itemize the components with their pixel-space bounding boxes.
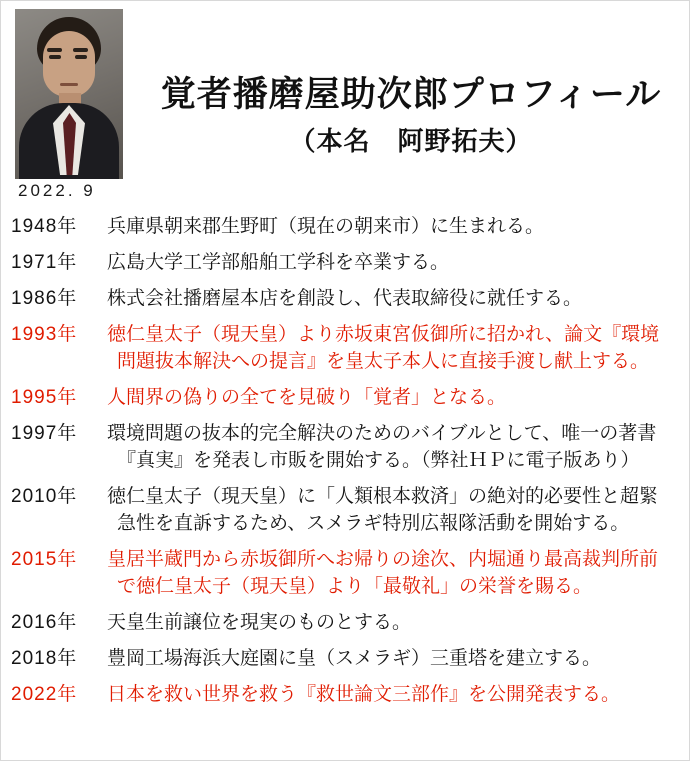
- title-block: [141, 75, 681, 158]
- timeline-description: [107, 681, 679, 708]
- portrait-face: [43, 31, 95, 97]
- portrait-mouth: [60, 83, 78, 86]
- timeline-year: 1948年: [11, 216, 78, 237]
- timeline-description: [107, 645, 679, 672]
- timeline-year: 2010年: [11, 486, 78, 507]
- timeline-year: 1993年: [11, 324, 78, 345]
- timeline-year: 1997年: [11, 423, 78, 444]
- timeline-description-line: 環境問題の抜本的完全解決のためのバイブルとして、唯一の著書: [107, 423, 657, 444]
- timeline-row: [1, 681, 690, 708]
- timeline-row: [1, 321, 690, 375]
- timeline-description: [107, 384, 679, 411]
- timeline-year: 1971年: [11, 252, 78, 273]
- timeline-description: [107, 546, 679, 600]
- timeline-description-line: 皇居半蔵門から赤坂御所へお帰りの途次、内堀通り最高裁判所前: [107, 549, 659, 570]
- timeline-description-line: 広島大学工学部船舶工学科を卒業する。: [107, 252, 450, 273]
- timeline-description-line: 問題抜本解決への提言』を皇太子本人に直接手渡し献上する。: [117, 351, 650, 372]
- timeline-description-line: 徳仁皇太子（現天皇）より赤坂東宮仮御所に招かれ、論文『環境: [107, 324, 660, 345]
- portrait-eyebrow-right: [73, 48, 88, 52]
- timeline-row: [1, 420, 690, 474]
- timeline-description-line: 徳仁皇太子（現天皇）に「人類根本救済」の絶対的必要性と超緊: [107, 486, 659, 507]
- page-subtitle: （本名 阿野拓夫）: [289, 126, 533, 157]
- timeline-year: 2016年: [11, 612, 78, 633]
- portrait-image: [15, 9, 123, 179]
- timeline-list: [1, 213, 690, 717]
- timeline-row: [1, 249, 690, 276]
- timeline-description: [107, 483, 679, 537]
- timeline-row: [1, 483, 690, 537]
- portrait-photo: [15, 9, 123, 179]
- timeline-row: [1, 609, 690, 636]
- timeline-description: [107, 609, 679, 636]
- timeline-year: 1995年: [11, 387, 78, 408]
- timeline-description-line: 人間界の偽りの全てを見破り「覚者」となる。: [107, 387, 507, 408]
- timeline-description-line: 天皇生前譲位を現実のものとする。: [107, 612, 412, 633]
- portrait-eyebrow-left: [47, 48, 62, 52]
- timeline-year: 2018年: [11, 648, 78, 669]
- timeline-description: [107, 285, 679, 312]
- timeline-row: [1, 213, 690, 240]
- timeline-description: [107, 213, 679, 240]
- timeline-row: [1, 285, 690, 312]
- timeline-description-line: 急性を直訴するため、スメラギ特別広報隊活動を開始する。: [117, 513, 630, 534]
- timeline-year: 1986年: [11, 288, 78, 309]
- timeline-description-line: 『真実』を発表し市販を開始する。（弊社ＨＰに電子版あり）: [117, 450, 640, 471]
- timeline-year: 2015年: [11, 549, 78, 570]
- timeline-row: [1, 384, 690, 411]
- portrait-eye-left: [49, 55, 61, 59]
- timeline-description-line: で徳仁皇太子（現天皇）より「最敬礼」の栄誉を賜る。: [117, 576, 593, 597]
- timeline-description-line: 株式会社播磨屋本店を創設し、代表取締役に就任する。: [107, 288, 583, 309]
- page-header: [1, 1, 689, 201]
- timeline-description-line: 日本を救い世界を救う『救世論文三部作』を公開発表する。: [107, 684, 621, 705]
- timeline-row: [1, 645, 690, 672]
- timeline-row: [1, 546, 690, 600]
- timeline-description: [107, 420, 679, 474]
- page-title: 覚者播磨屋助次郎プロフィール: [160, 75, 662, 114]
- timeline-description: [107, 321, 679, 375]
- photo-date: 2022. 9: [18, 181, 96, 200]
- timeline-year: 2022年: [11, 684, 78, 705]
- timeline-description-line: 豊岡工場海浜大庭園に皇（スメラギ）三重塔を建立する。: [107, 648, 602, 669]
- portrait-eye-right: [75, 55, 87, 59]
- timeline-description-line: 兵庫県朝来郡生野町（現在の朝来市）に生まれる。: [107, 216, 545, 237]
- timeline-description: [107, 249, 679, 276]
